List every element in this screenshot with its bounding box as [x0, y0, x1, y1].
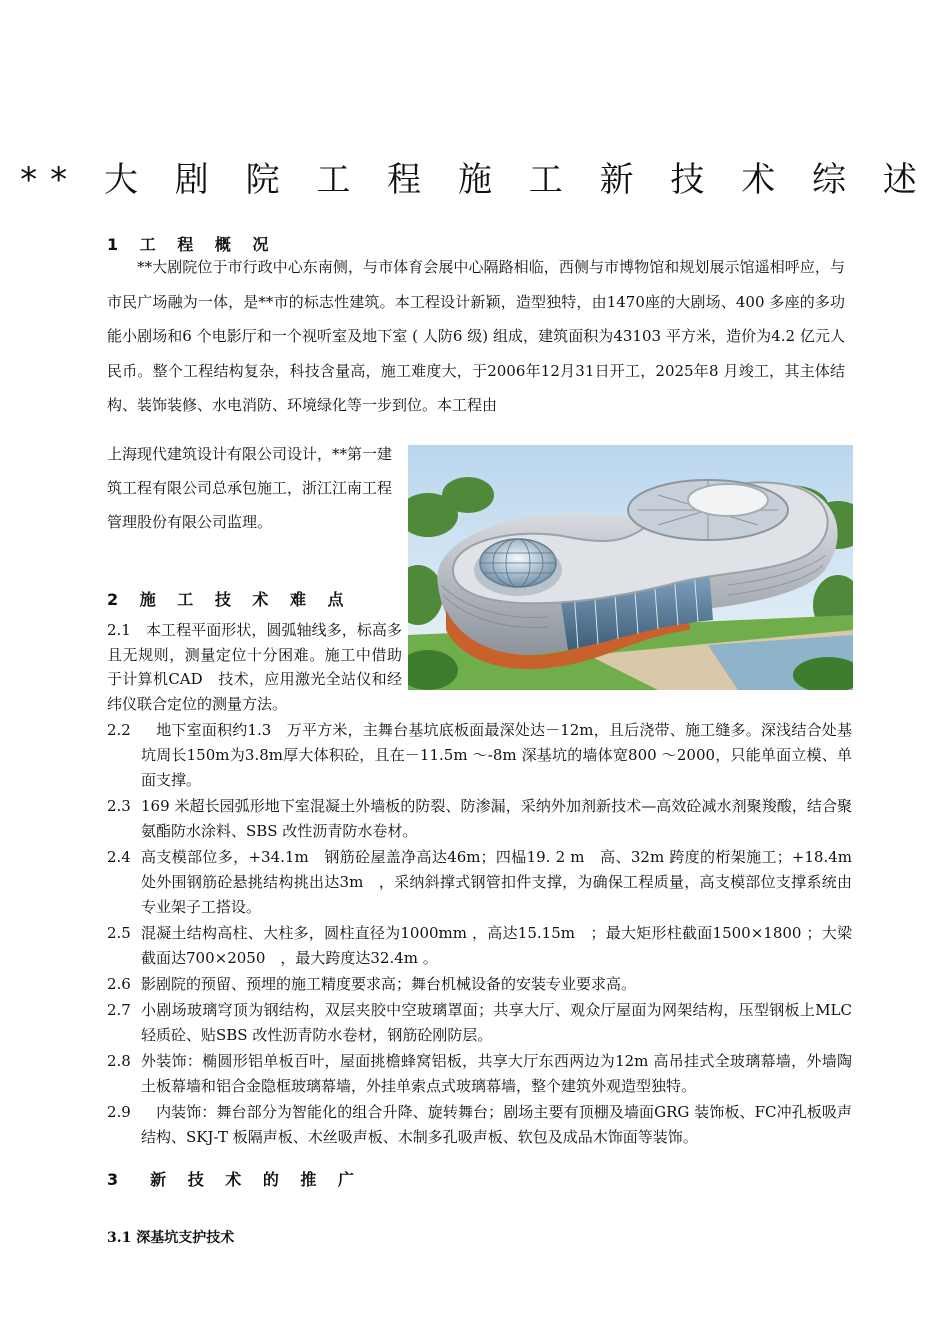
item-text: 外装饰：椭圆形铝单板百叶，屋面挑檐蜂窝铝板，共享大厅东西两边为12m 高吊挂式全玻璃幕墙，外墙陶土板幕墙和铝合金隐框玻璃幕墙，外挂单索点式玻璃幕墙，整个建筑外观造型独特。: [141, 1052, 852, 1095]
item-number: 2.8: [107, 1052, 131, 1070]
item-number: 2.3: [107, 797, 131, 815]
section-1-side-paragraph: 上海现代建筑设计有限公司设计，**第一建筑工程有限公司总承包施工，浙江江南工程管理股份有限公司监理。: [107, 445, 393, 531]
item-2-1: 2.1 本工程平面形状，圆弧轴线多，标高多且无规则，测量定位十分困难。施工中借助于计算机CAD 技术，应用激光全站仪和经纬仪联合定位的测量方法。: [107, 621, 402, 713]
item-number: 2.6: [107, 975, 131, 993]
item-number: 2.2: [107, 721, 131, 739]
item-text: 地下室面积约1.3 万平方米，主舞台基坑底板面最深处达－12m，且后浇带、施工缝多。深浅结合处基坑周长150m为3.8m厚大体积砼，且在－11.5m ～-8m 深基坑的墙体宽800 ～2000，只能单面立模、单面支撑。: [141, 721, 852, 789]
item-text: 内装饰：舞台部分为智能化的组合升降、旋转舞台；剧场主要有顶棚及墙面GRG 装饰板、FC冲孔板吸声结构、SKJ-T 板隔声板、木丝吸声板、木制多孔吸声板、软包及成品木饰面等装饰。: [141, 1103, 852, 1146]
section-1-paragraph: **大剧院位于市行政中心东南侧，与市体育会展中心隔路相临，西侧与市博物馆和规划展示馆遥相呼应，与市民广场融为一体，是**市的标志性建筑。本工程设计新颖，造型独特，由1470座的大剧场、400 多座的多功能小剧场和6 个电影厅和一个视听室及地下室 ( 人防6 级) 组成，建筑面积为43103 平方米，造价为4.2 亿元人民币。整个工程结构复杂，科技含量高，施工难度大，于2006年12月31日开工，2025年8 月竣工，其主体结构、装饰装修、水电消防、环境绿化等一步到位。本工程由: [107, 258, 845, 415]
list-item: [107, 718, 852, 793]
difficulty-list: [107, 718, 868, 1151]
section-3-1-heading: 3.1 深基坑支护技术: [107, 1230, 235, 1246]
item-text: 169 米超长园弧形地下室混凝土外墙板的防裂、防渗漏，采纳外加剂新技术—高效砼减水剂聚羧酸，结合聚氨酯防水涂料、SBS 改性沥青防水卷材。: [141, 797, 852, 840]
item-number: 2.7: [107, 1001, 131, 1019]
section-1-heading: 1 工 程 概 况: [107, 235, 277, 254]
list-item: [107, 1100, 852, 1150]
list-item: [107, 1049, 852, 1099]
section-3-heading: 3 新 技 术 的 推 广: [107, 1170, 362, 1189]
item-text: 混凝土结构高柱、大柱多，圆柱直径为1000mm ，高达15.15m ；最大矩形柱截面1500×1800 ；大梁截面达700×2050 ，最大跨度达32.4m 。: [141, 924, 852, 967]
item-text: 小剧场玻璃穹顶为钢结构，双层夹胶中空玻璃罩面；共享大厅、观众厅屋面为网架结构，压型钢板上MLC 轻质砼、贴SBS 改性沥青防水卷材，钢筋砼刚防层。: [141, 1001, 852, 1044]
item-number: 2.4: [107, 848, 131, 866]
list-item: [107, 921, 852, 971]
item-text: 影剧院的预留、预埋的施工精度要求高；舞台机械设备的安装专业要求高。: [141, 975, 637, 993]
item-text: 高支模部位多，+34.1m 钢筋砼屋盖净高达46m；四榀19. 2 m 高、32m 跨度的桁架施工；+18.4m 处外围钢筋砼悬挑结构挑出达3m ，采纳斜撑式钢管扣件支撑，为确保工程质量，高支模部位支撑系统由专业架子工搭设。: [141, 848, 868, 916]
list-item: [107, 998, 852, 1048]
document-title: ** 大 剧 院 工 程 施 工 新 技 术 综 述: [20, 160, 930, 200]
item-number: 2.9: [107, 1103, 131, 1121]
section-2-heading: 2 施 工 技 术 难 点: [107, 590, 352, 609]
list-item: [107, 845, 868, 920]
list-item: [107, 794, 852, 844]
item-number: 2.5: [107, 924, 131, 942]
theatre-rendering-image: [408, 445, 853, 690]
list-item: [107, 972, 852, 997]
